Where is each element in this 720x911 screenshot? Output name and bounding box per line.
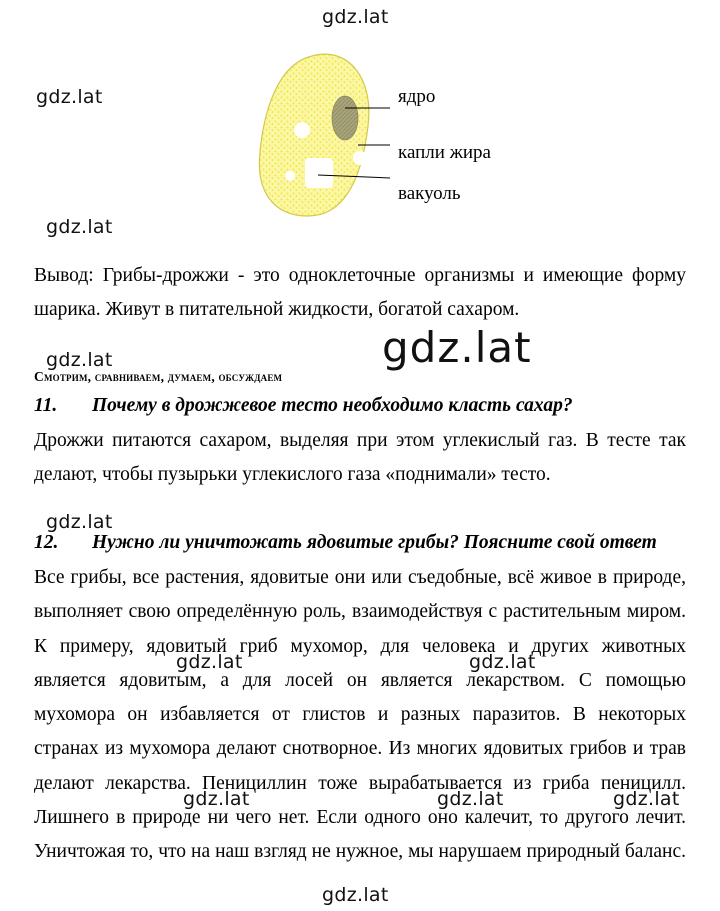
- watermark-bottom: gdz.lat: [322, 884, 389, 906]
- text-line: делают, чтобы пузырьки углекислого газа «поднимали» тесто.: [34, 464, 551, 486]
- text-line: Вывод: Грибы-дрожжи - это одноклеточные организмы и имеющие форму: [34, 265, 686, 286]
- text-line: Уничтожая то, что на наш взгляд не нужное, мы нарушаем природный баланс.: [34, 841, 686, 863]
- watermark-mid-1: gdz.lat: [176, 651, 243, 673]
- text-line: Все грибы, все растения, ядовитые они или съедобные, всё живое в природе,: [34, 567, 686, 588]
- text-line: шарика. Живут в питательной жидкости, богатой сахаром.: [34, 299, 520, 321]
- answer-11: [34, 424, 686, 493]
- text-line: К примеру, ядовитый гриб мухомор, для человека и других животных: [34, 635, 686, 657]
- watermark-low-2: gdz.lat: [437, 788, 504, 810]
- watermark-left-4: gdz.lat: [46, 511, 113, 533]
- question-11: [34, 395, 573, 417]
- question-text: Почему в дрожжевое тесто необходимо класть сахар?: [92, 395, 573, 416]
- conclusion-paragraph: [34, 259, 686, 328]
- question-text: Нужно ли уничтожать ядовитые грибы? Поясните свой ответ: [92, 532, 657, 553]
- label-fat-droplets: капли жира: [398, 142, 491, 163]
- text-line: мухомора он избавляется от глистов и разных паразитов. В некоторых: [34, 704, 686, 726]
- answer-12: [34, 561, 686, 870]
- label-vacuole: вакуоль: [398, 183, 461, 204]
- watermark-left-3: gdz.lat: [46, 349, 113, 371]
- section-heading: [34, 369, 282, 385]
- watermark-top: gdz.lat: [322, 6, 389, 28]
- text-line: является ядовитым, а для лосей он является лекарством. С помощью: [34, 669, 686, 691]
- text-line: делают лекарства. Пенициллин тоже вырабатывается из гриба пеницилл.: [34, 772, 686, 794]
- question-12: [34, 532, 657, 554]
- question-number: 12.: [34, 532, 59, 553]
- section-heading-text: Смотрим, сравниваем, думаем, обсуждаем: [34, 369, 283, 384]
- watermark-left-2: gdz.lat: [46, 216, 113, 238]
- text-line: Лишнего в природе ни чего нет. Если одного оно калечит, то другого лечит.: [34, 807, 686, 829]
- label-nucleus: ядро: [398, 86, 436, 107]
- text-line: выполняет свою определённую роль, взаимодействуя с растительным миром.: [34, 601, 686, 623]
- watermark-low-1: gdz.lat: [183, 788, 250, 810]
- watermark-low-3: gdz.lat: [613, 788, 680, 810]
- watermark-big: gdz.lat: [382, 323, 532, 372]
- watermark-left-1: gdz.lat: [36, 86, 103, 108]
- text-line: странах из мухомора делают снотворное. Из многих ядовитых грибов и трав: [34, 738, 686, 760]
- question-number: 11.: [34, 395, 58, 416]
- text-line: Дрожжи питаются сахаром, выделяя при этом углекислый газ. В тесте так: [34, 430, 686, 451]
- watermark-mid-2: gdz.lat: [469, 651, 536, 673]
